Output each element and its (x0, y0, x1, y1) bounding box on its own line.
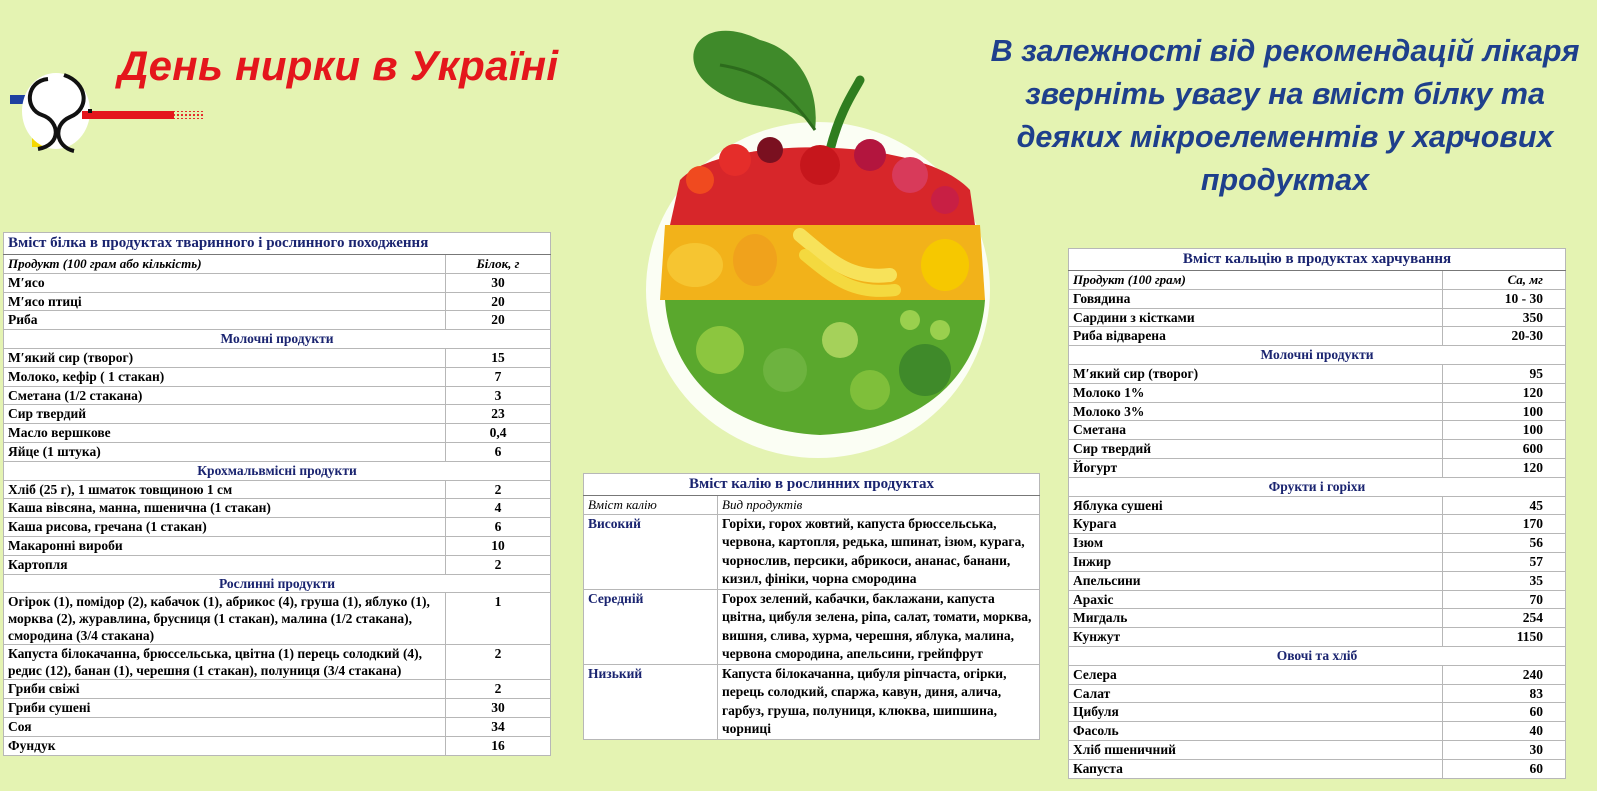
product-name: Масло вершкове (4, 424, 446, 443)
product-value: 30 (446, 273, 551, 292)
table-row (1069, 515, 1566, 534)
table-row (1069, 402, 1566, 421)
calcium-table-caption: Вміст кальцію в продуктах харчування (1069, 249, 1566, 271)
section-title: Овочі та хліб (1069, 646, 1566, 665)
section-title: Фрукти і горіхи (1069, 477, 1566, 496)
table-row (584, 589, 1040, 664)
product-name: М′ясо (4, 273, 446, 292)
page-title: День нирки в Україні (118, 42, 559, 89)
product-value: 240 (1443, 665, 1566, 684)
product-value: 1150 (1443, 628, 1566, 647)
table-row (1069, 703, 1566, 722)
table-row (4, 480, 551, 499)
product-name: Картопля (4, 555, 446, 574)
potassium-level: Середній (584, 589, 718, 664)
table-row (1069, 552, 1566, 571)
table-row (4, 405, 551, 424)
product-value: 7 (446, 367, 551, 386)
product-name: М′який сир (творог) (4, 348, 446, 367)
product-name: Яйце (1 штука) (4, 442, 446, 461)
product-name: Салат (1069, 684, 1443, 703)
product-name: Хліб (25 г), 1 шматок товщиною 1 см (4, 480, 446, 499)
table-row (4, 645, 551, 680)
product-value: 1 (446, 593, 551, 645)
product-name: Ізюм (1069, 534, 1443, 553)
table-row (4, 367, 551, 386)
product-name: Хліб пшеничний (1069, 740, 1443, 759)
product-value: 600 (1443, 440, 1566, 459)
product-value: 20 (446, 311, 551, 330)
product-name: Огірок (1), помідор (2), кабачок (1), абрикос (4), груша (1), яблуко (1), морква (2), журавлина, брусниця (1 стакан), малина (1/2 стакана), смородина (3/4 стакана) (4, 593, 446, 645)
table-row (4, 442, 551, 461)
table-row (4, 680, 551, 699)
product-value: 2 (446, 645, 551, 680)
product-value: 6 (446, 442, 551, 461)
table-row (1069, 534, 1566, 553)
potassium-table-caption: Вміст калію в рослинних продуктах (584, 474, 1040, 496)
product-value: 23 (446, 405, 551, 424)
product-name: Сардини з кістками (1069, 308, 1443, 327)
table-row (584, 514, 1040, 589)
table-row (4, 536, 551, 555)
product-name: М′ясо птиці (4, 292, 446, 311)
section-row (1069, 477, 1566, 496)
section-row (4, 461, 551, 480)
table-row (1069, 421, 1566, 440)
product-value: 15 (446, 348, 551, 367)
product-value: 35 (1443, 571, 1566, 590)
product-name: Кунжут (1069, 628, 1443, 647)
section-row (1069, 646, 1566, 665)
table-row (1069, 759, 1566, 778)
table-row (584, 664, 1040, 739)
table-row (1069, 722, 1566, 741)
section-row (1069, 346, 1566, 365)
potassium-products: Капуста білокачанна, цибуля ріпчаста, огірки, перець солодкий, спаржа, кавун, диня, алича, гарбуз, груша, полуниця, клюква, шипшина, чорниці (718, 664, 1040, 739)
product-name: Молоко 1% (1069, 383, 1443, 402)
table-row (1069, 440, 1566, 459)
table-row (4, 499, 551, 518)
table-row (4, 736, 551, 755)
product-value: 120 (1443, 383, 1566, 402)
potassium-products: Горох зелений, кабачки, баклажани, капуста цвітна, цибуля зелена, ріпа, салат, томати, морква, вишня, слива, хурма, черешня, яблука, малина, червона смородина, апельсини, грейпфрут (718, 589, 1040, 664)
product-name: Яблука сушені (1069, 496, 1443, 515)
protein-col-value: Білок, г (446, 255, 551, 274)
product-name: Каша рисова, гречана (1 стакан) (4, 518, 446, 537)
calcium-table (1068, 248, 1566, 779)
product-value: 6 (446, 518, 551, 537)
product-value: 3 (446, 386, 551, 405)
product-name: Капуста (1069, 759, 1443, 778)
table-row (4, 424, 551, 443)
product-value: 57 (1443, 552, 1566, 571)
table-row (1069, 289, 1566, 308)
product-value: 40 (1443, 722, 1566, 741)
product-value: 34 (446, 717, 551, 736)
product-name: Сир твердий (4, 405, 446, 424)
product-name: Мигдаль (1069, 609, 1443, 628)
table-row (1069, 458, 1566, 477)
table-row (4, 555, 551, 574)
table-row (4, 717, 551, 736)
product-name: Соя (4, 717, 446, 736)
potassium-products: Горіхи, горох жовтий, капуста брюссельська, червона, картопля, редька, шпинат, ізюм, курага, чорнослив, персики, абрикоси, ананас, банани, кизил, фініки, чорна смородина (718, 514, 1040, 589)
table-row (1069, 740, 1566, 759)
table-row (1069, 684, 1566, 703)
product-value: 56 (1443, 534, 1566, 553)
product-value: 20-30 (1443, 327, 1566, 346)
product-value: 2 (446, 680, 551, 699)
product-name: Капуста білокачанна, брюссельська, цвітна (1) перець солодкий (4), редис (12), банан (1), черешня (1 стакан), полуниця (3/4 стакана) (4, 645, 446, 680)
product-name: Молоко 3% (1069, 402, 1443, 421)
section-row (4, 574, 551, 593)
potassium-level: Низький (584, 664, 718, 739)
section-title: Молочні продукти (4, 330, 551, 349)
product-value: 70 (1443, 590, 1566, 609)
potassium-col-products: Вид продуктів (718, 496, 1040, 515)
product-name: Сир твердий (1069, 440, 1443, 459)
product-value: 2 (446, 480, 551, 499)
product-value: 2 (446, 555, 551, 574)
product-name: Гриби свіжі (4, 680, 446, 699)
potassium-col-level: Вміст калію (584, 496, 718, 515)
protein-table-caption: Вміст білка в продуктах тваринного і рослинного походження (4, 233, 551, 255)
product-value: 95 (1443, 364, 1566, 383)
product-value: 60 (1443, 703, 1566, 722)
table-row (1069, 383, 1566, 402)
table-row (4, 518, 551, 537)
product-value: 30 (1443, 740, 1566, 759)
product-name: Селера (1069, 665, 1443, 684)
product-name: Риба (4, 311, 446, 330)
product-value: 10 - 30 (1443, 289, 1566, 308)
table-row (1069, 327, 1566, 346)
product-value: 100 (1443, 402, 1566, 421)
section-title: Молочні продукти (1069, 346, 1566, 365)
product-value: 120 (1443, 458, 1566, 477)
product-name: Йогурт (1069, 458, 1443, 477)
product-name: Каша вівсяна, манна, пшенична (1 стакан) (4, 499, 446, 518)
potassium-level: Високий (584, 514, 718, 589)
product-value: 254 (1443, 609, 1566, 628)
product-value: 60 (1443, 759, 1566, 778)
product-name: Фундук (4, 736, 446, 755)
product-name: Апельсини (1069, 571, 1443, 590)
potassium-table (583, 473, 1040, 740)
table-row (4, 273, 551, 292)
table-row (1069, 665, 1566, 684)
table-row (1069, 571, 1566, 590)
protein-col-product: Продукт (100 грам або кількість) (4, 255, 446, 274)
product-name: Сметана (1/2 стакана) (4, 386, 446, 405)
table-row (1069, 308, 1566, 327)
product-name: Фасоль (1069, 722, 1443, 741)
product-name: Курага (1069, 515, 1443, 534)
calcium-col-product: Продукт (100 грам) (1069, 271, 1443, 290)
product-name: Говядина (1069, 289, 1443, 308)
table-row (4, 348, 551, 367)
product-value: 45 (1443, 496, 1566, 515)
section-title: Рослинні продукти (4, 574, 551, 593)
product-name: Цибуля (1069, 703, 1443, 722)
product-value: 20 (446, 292, 551, 311)
section-title: Крохмальвмісні продукти (4, 461, 551, 480)
table-row (4, 699, 551, 718)
headline: В залежності від рекомендацій лікаря зверніть увагу на вміст білку та деяких мікроелементів у харчових продуктах (990, 34, 1580, 197)
product-value: 0,4 (446, 424, 551, 443)
table-row (1069, 590, 1566, 609)
product-name: Макаронні вироби (4, 536, 446, 555)
product-value: 350 (1443, 308, 1566, 327)
product-name: Риба відварена (1069, 327, 1443, 346)
product-name: Інжир (1069, 552, 1443, 571)
product-value: 10 (446, 536, 551, 555)
table-row (1069, 609, 1566, 628)
product-value: 16 (446, 736, 551, 755)
protein-table (3, 232, 551, 756)
product-name: Арахіс (1069, 590, 1443, 609)
table-row (1069, 628, 1566, 647)
table-row (4, 292, 551, 311)
table-row (4, 386, 551, 405)
vegetable-apple-illustration (640, 0, 1000, 460)
product-name: М′який сир (творог) (1069, 364, 1443, 383)
product-name: Сметана (1069, 421, 1443, 440)
section-row (4, 330, 551, 349)
product-value: 83 (1443, 684, 1566, 703)
table-row (1069, 364, 1566, 383)
product-value: 4 (446, 499, 551, 518)
table-row (4, 593, 551, 645)
calcium-col-value: Ca, мг (1443, 271, 1566, 290)
product-value: 170 (1443, 515, 1566, 534)
product-name: Молоко, кефір ( 1 стакан) (4, 367, 446, 386)
product-value: 100 (1443, 421, 1566, 440)
product-name: Гриби сушені (4, 699, 446, 718)
table-row (1069, 496, 1566, 515)
table-row (4, 311, 551, 330)
product-value: 30 (446, 699, 551, 718)
